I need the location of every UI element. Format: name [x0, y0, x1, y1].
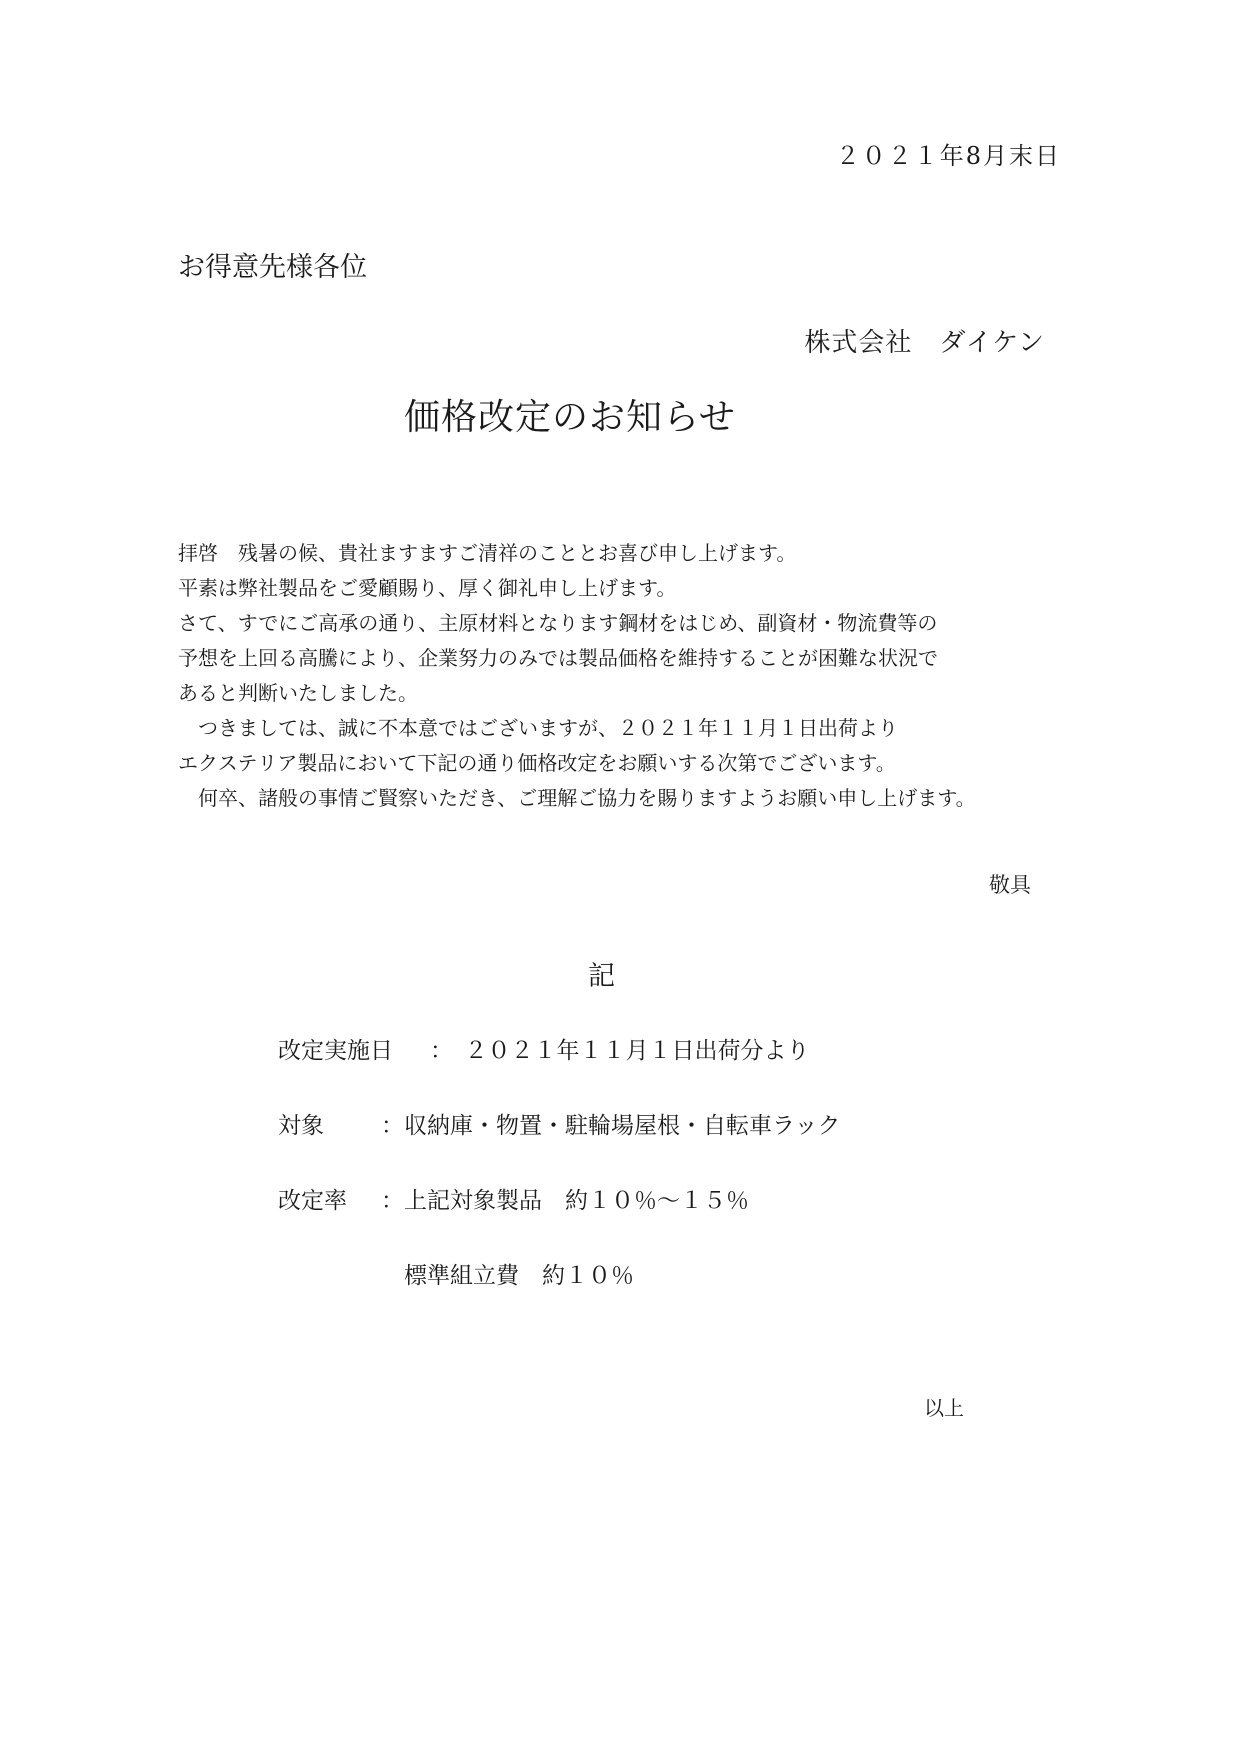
body-line: 予想を上回る高騰により、企業努力のみでは製品価格を維持することが困難な状況で — [178, 646, 938, 670]
effective-date-label: 改定実施日 — [278, 1038, 393, 1064]
recipient: お得意先様各位 — [178, 252, 367, 283]
document-date: ２０２１年8月末日 — [835, 142, 1061, 170]
body-line: 平素は弊社製品をご愛顧賜り、厚く御礼申し上げます。 — [178, 576, 677, 600]
target-value: ：収納庫・物置・駐輪場屋根・自転車ラック — [381, 1113, 841, 1139]
end-mark: 以上 — [924, 1396, 964, 1420]
rate-label: 改定率 — [278, 1188, 347, 1214]
body-line: 拝啓 残暑の候、貴社ますますご清祥のこととお喜び申し上げます。 — [178, 541, 797, 565]
effective-date-value: ： ２０２１年１１月１日出荷分より — [430, 1038, 810, 1064]
body-line: エクステリア製品において下記の通り価格改定をお願いする次第でございます。 — [178, 751, 896, 775]
body-line: 何卒、諸般の事情ご賢察いただき、ご理解ご協力を賜りますようお願い申し上げます。 — [178, 786, 976, 810]
body-text — [178, 536, 976, 816]
body-line: さて、すでにご高承の通り、主原材料となります鋼材をはじめ、副資材・物流費等の — [178, 611, 938, 635]
target-label: 対象 — [278, 1113, 324, 1139]
company-name: 株式会社 ダイケン — [804, 328, 1045, 358]
rate-value: ：上記対象製品 約１０％～１５％ — [381, 1188, 749, 1214]
closing-keigu: 敬具 — [989, 873, 1031, 897]
details-heading: 記 — [588, 961, 615, 992]
document-title: 価格改定のお知らせ — [404, 397, 736, 438]
body-line: つきましては、誠に不本意ではございますが、２０２１年１１月１日出荷より — [178, 716, 898, 740]
assembly-fee-value: 標準組立費 約１０％ — [404, 1263, 634, 1289]
body-line: あると判断いたしました。 — [178, 681, 418, 705]
